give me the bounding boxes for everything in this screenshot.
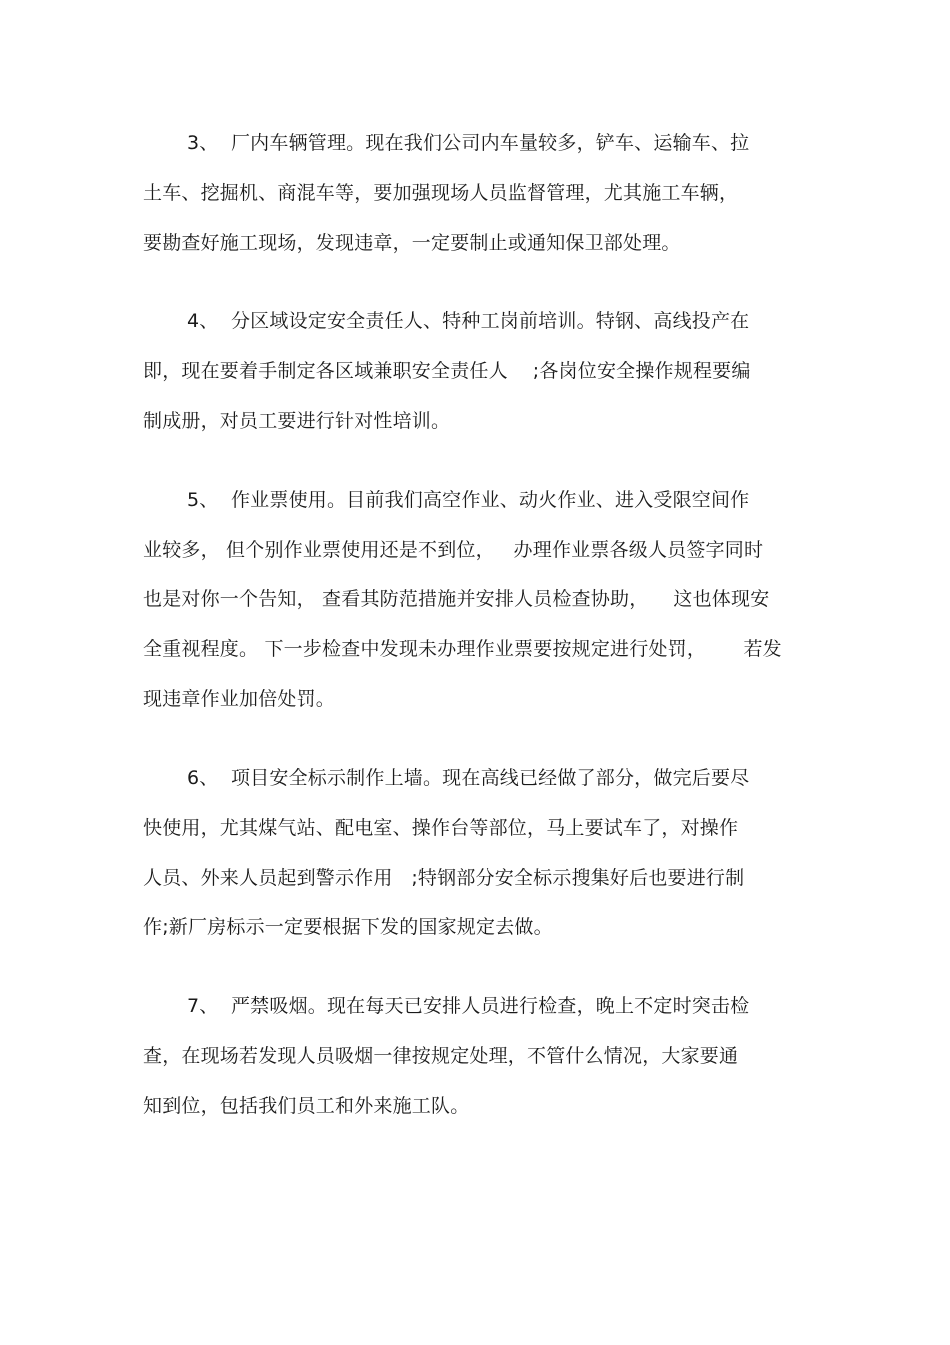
paragraph-line: 制成册，对员工要进行针对性培训。	[143, 410, 451, 432]
paragraph-line: 快使用，尤其煤气站、配电室、操作台等部位，马上要试车了，对操作	[143, 817, 739, 839]
paragraph-line: 4、 分区域设定安全责任人、特种工岗前培训。特钢、高线投产在	[187, 310, 750, 332]
paragraph-line: 土车、挖掘机、商混车等，要加强现场人员监督管理，尤其施工车辆，	[143, 182, 739, 204]
paragraph-line: 人员、外来人员起到警示作用 ;特钢部分安全标示搜集好后也要进行制	[143, 867, 745, 889]
paragraph-line: 3、 厂内车辆管理。现在我们公司内车量较多，铲车、运输车、拉	[187, 132, 750, 154]
paragraph-line: 要勘查好施工现场，发现违章，一定要制止或通知保卫部处理。	[143, 232, 681, 254]
paragraph-line: 7、 严禁吸烟。现在每天已安排人员进行检查，晚上不定时突击检	[187, 995, 750, 1017]
paragraph-line: 作;新厂房标示一定要根据下发的国家规定去做。	[143, 916, 553, 938]
paragraph-line: 业较多， 但个别作业票使用还是不到位， 办理作业票各级人员签字同时	[143, 539, 764, 561]
paragraph-line: 现违章作业加倍处罚。	[143, 688, 336, 710]
paragraph-line: 也是对你一个告知， 查看其防范措施并安排人员检查协助， 这也体现安	[143, 588, 770, 610]
paragraph-line: 查，在现场若发现人员吸烟一律按规定处理，不管什么情况，大家要通	[143, 1045, 739, 1067]
paragraph-line: 即，现在要着手制定各区域兼职安全责任人 ;各岗位安全操作规程要编	[143, 360, 751, 382]
paragraph-line: 6、 项目安全标示制作上墙。现在高线已经做了部分，做完后要尽	[187, 767, 750, 789]
paragraph-line: 全重视程度。 下一步检查中发现未办理作业票要按规定进行处罚， 若发	[143, 638, 782, 660]
paragraph-line: 知到位，包括我们员工和外来施工队。	[143, 1095, 470, 1117]
paragraph-line: 5、 作业票使用。目前我们高空作业、动火作业、进入受限空间作	[187, 489, 750, 511]
